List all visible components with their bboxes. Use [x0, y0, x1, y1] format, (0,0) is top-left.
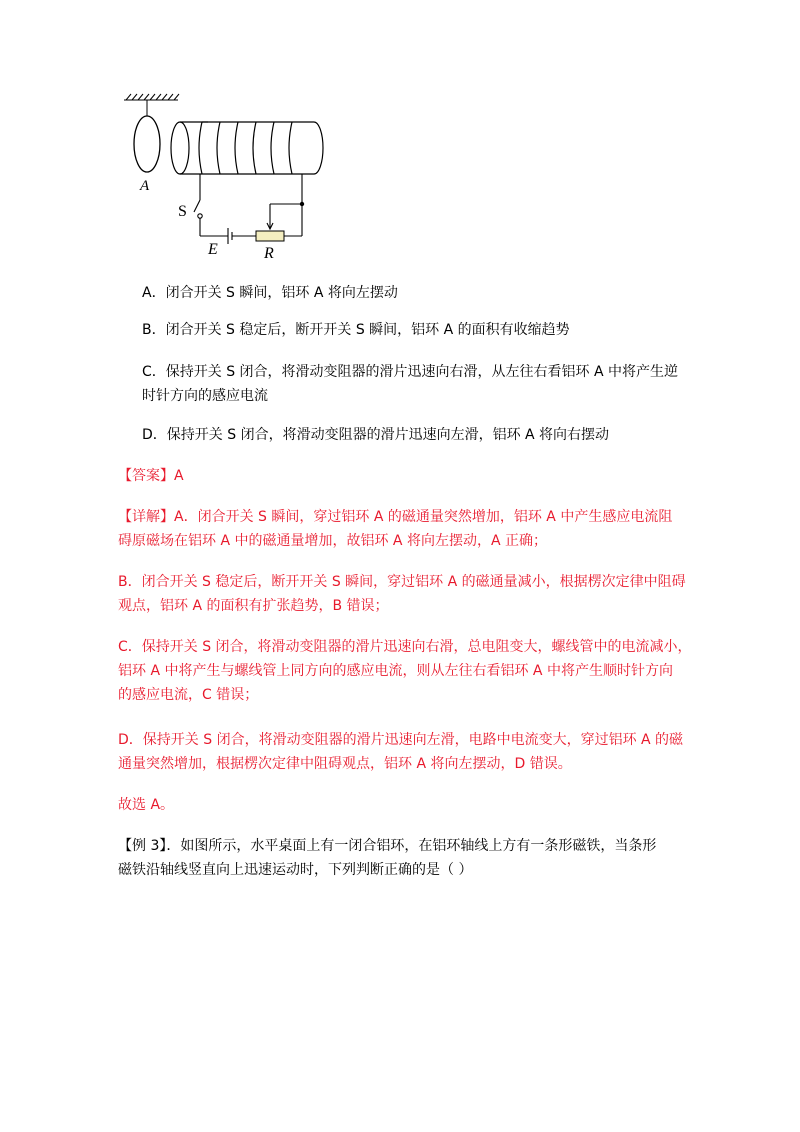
analysis-a-line2: 碍原磁场在铝环 A 中的磁通量增加，故铝环 A 将向左摆动，A 正确；	[118, 533, 547, 549]
answer-line	[118, 466, 184, 486]
answer-label: 【答案】	[118, 468, 174, 484]
analysis-a-line1	[118, 507, 672, 527]
circuit-wires	[194, 174, 302, 244]
analysis-b-line1: B．闭合开关 S 稳定后，断开开关 S 瞬间，穿过铝环 A 的磁通量减小，根据楞次定律中阻碍	[118, 574, 686, 590]
analysis-c-line2: 铝环 A 中将产生与螺线管上同方向的感应电流，则从左往右看铝环 A 中将产生顺时针方向	[118, 663, 673, 679]
label-E: E	[208, 241, 218, 258]
solenoid	[171, 122, 323, 174]
analysis-a-text: A．闭合开关 S 瞬间，穿过铝环 A 的磁通量突然增加，铝环 A 中产生感应电流阻	[174, 509, 673, 525]
option-c-line1: C．保持开关 S 闭合，将滑动变阻器的滑片迅速向右滑，从左往右看铝环 A 中将产生逆	[142, 364, 679, 380]
analysis-d-line2: 通量突然增加，根据楞次定律中阻碍观点，铝环 A 将向左摆动，D 错误。	[118, 756, 572, 772]
analysis-label: 【详解】	[118, 509, 174, 525]
rheostat	[256, 231, 284, 241]
conclusion: 故选 A。	[118, 797, 175, 813]
analysis-c-line3: 的感应电流，C 错误；	[118, 687, 259, 703]
example3-line1	[118, 836, 656, 856]
analysis-b-line2: 观点，铝环 A 的面积有扩张趋势，B 错误；	[118, 598, 389, 614]
label-R: R	[264, 245, 274, 262]
junction-dot	[300, 202, 304, 206]
example3-label: 【例 3】	[118, 838, 167, 854]
aluminum-ring	[134, 116, 160, 172]
label-A: A	[140, 178, 150, 194]
analysis-c-line1: C．保持开关 S 闭合，将滑动变阻器的滑片迅速向右滑，总电阻变大，螺线管中的电流减小，	[118, 639, 692, 655]
solenoid-circuit-diagram	[118, 92, 338, 272]
circuit-figure	[118, 92, 338, 272]
example3-line2: 磁铁沿轴线竖直向上迅速运动时，下列判断正确的是（ ）	[118, 862, 473, 878]
example3-text: ．如图所示，水平桌面上有一闭合铝环，在铝环轴线上方有一条形磁铁，当条形	[166, 838, 657, 854]
analysis-d-line1: D．保持开关 S 闭合，将滑动变阻器的滑片迅速向左滑，电路中电流变大，穿过铝环 A 的磁	[118, 732, 684, 748]
label-S: S	[178, 203, 187, 220]
option-b: B．闭合开关 S 稳定后，断开开关 S 瞬间，铝环 A 的面积有收缩趋势	[142, 322, 570, 338]
option-c-line2: 时针方向的感应电流	[142, 388, 268, 404]
answer-value: A	[174, 468, 184, 484]
option-d: D．保持开关 S 闭合，将滑动变阻器的滑片迅速向左滑，铝环 A 将向右摆动	[142, 427, 610, 443]
option-a: A．闭合开关 S 瞬间，铝环 A 将向左摆动	[142, 285, 398, 301]
ceiling-support	[124, 94, 179, 116]
